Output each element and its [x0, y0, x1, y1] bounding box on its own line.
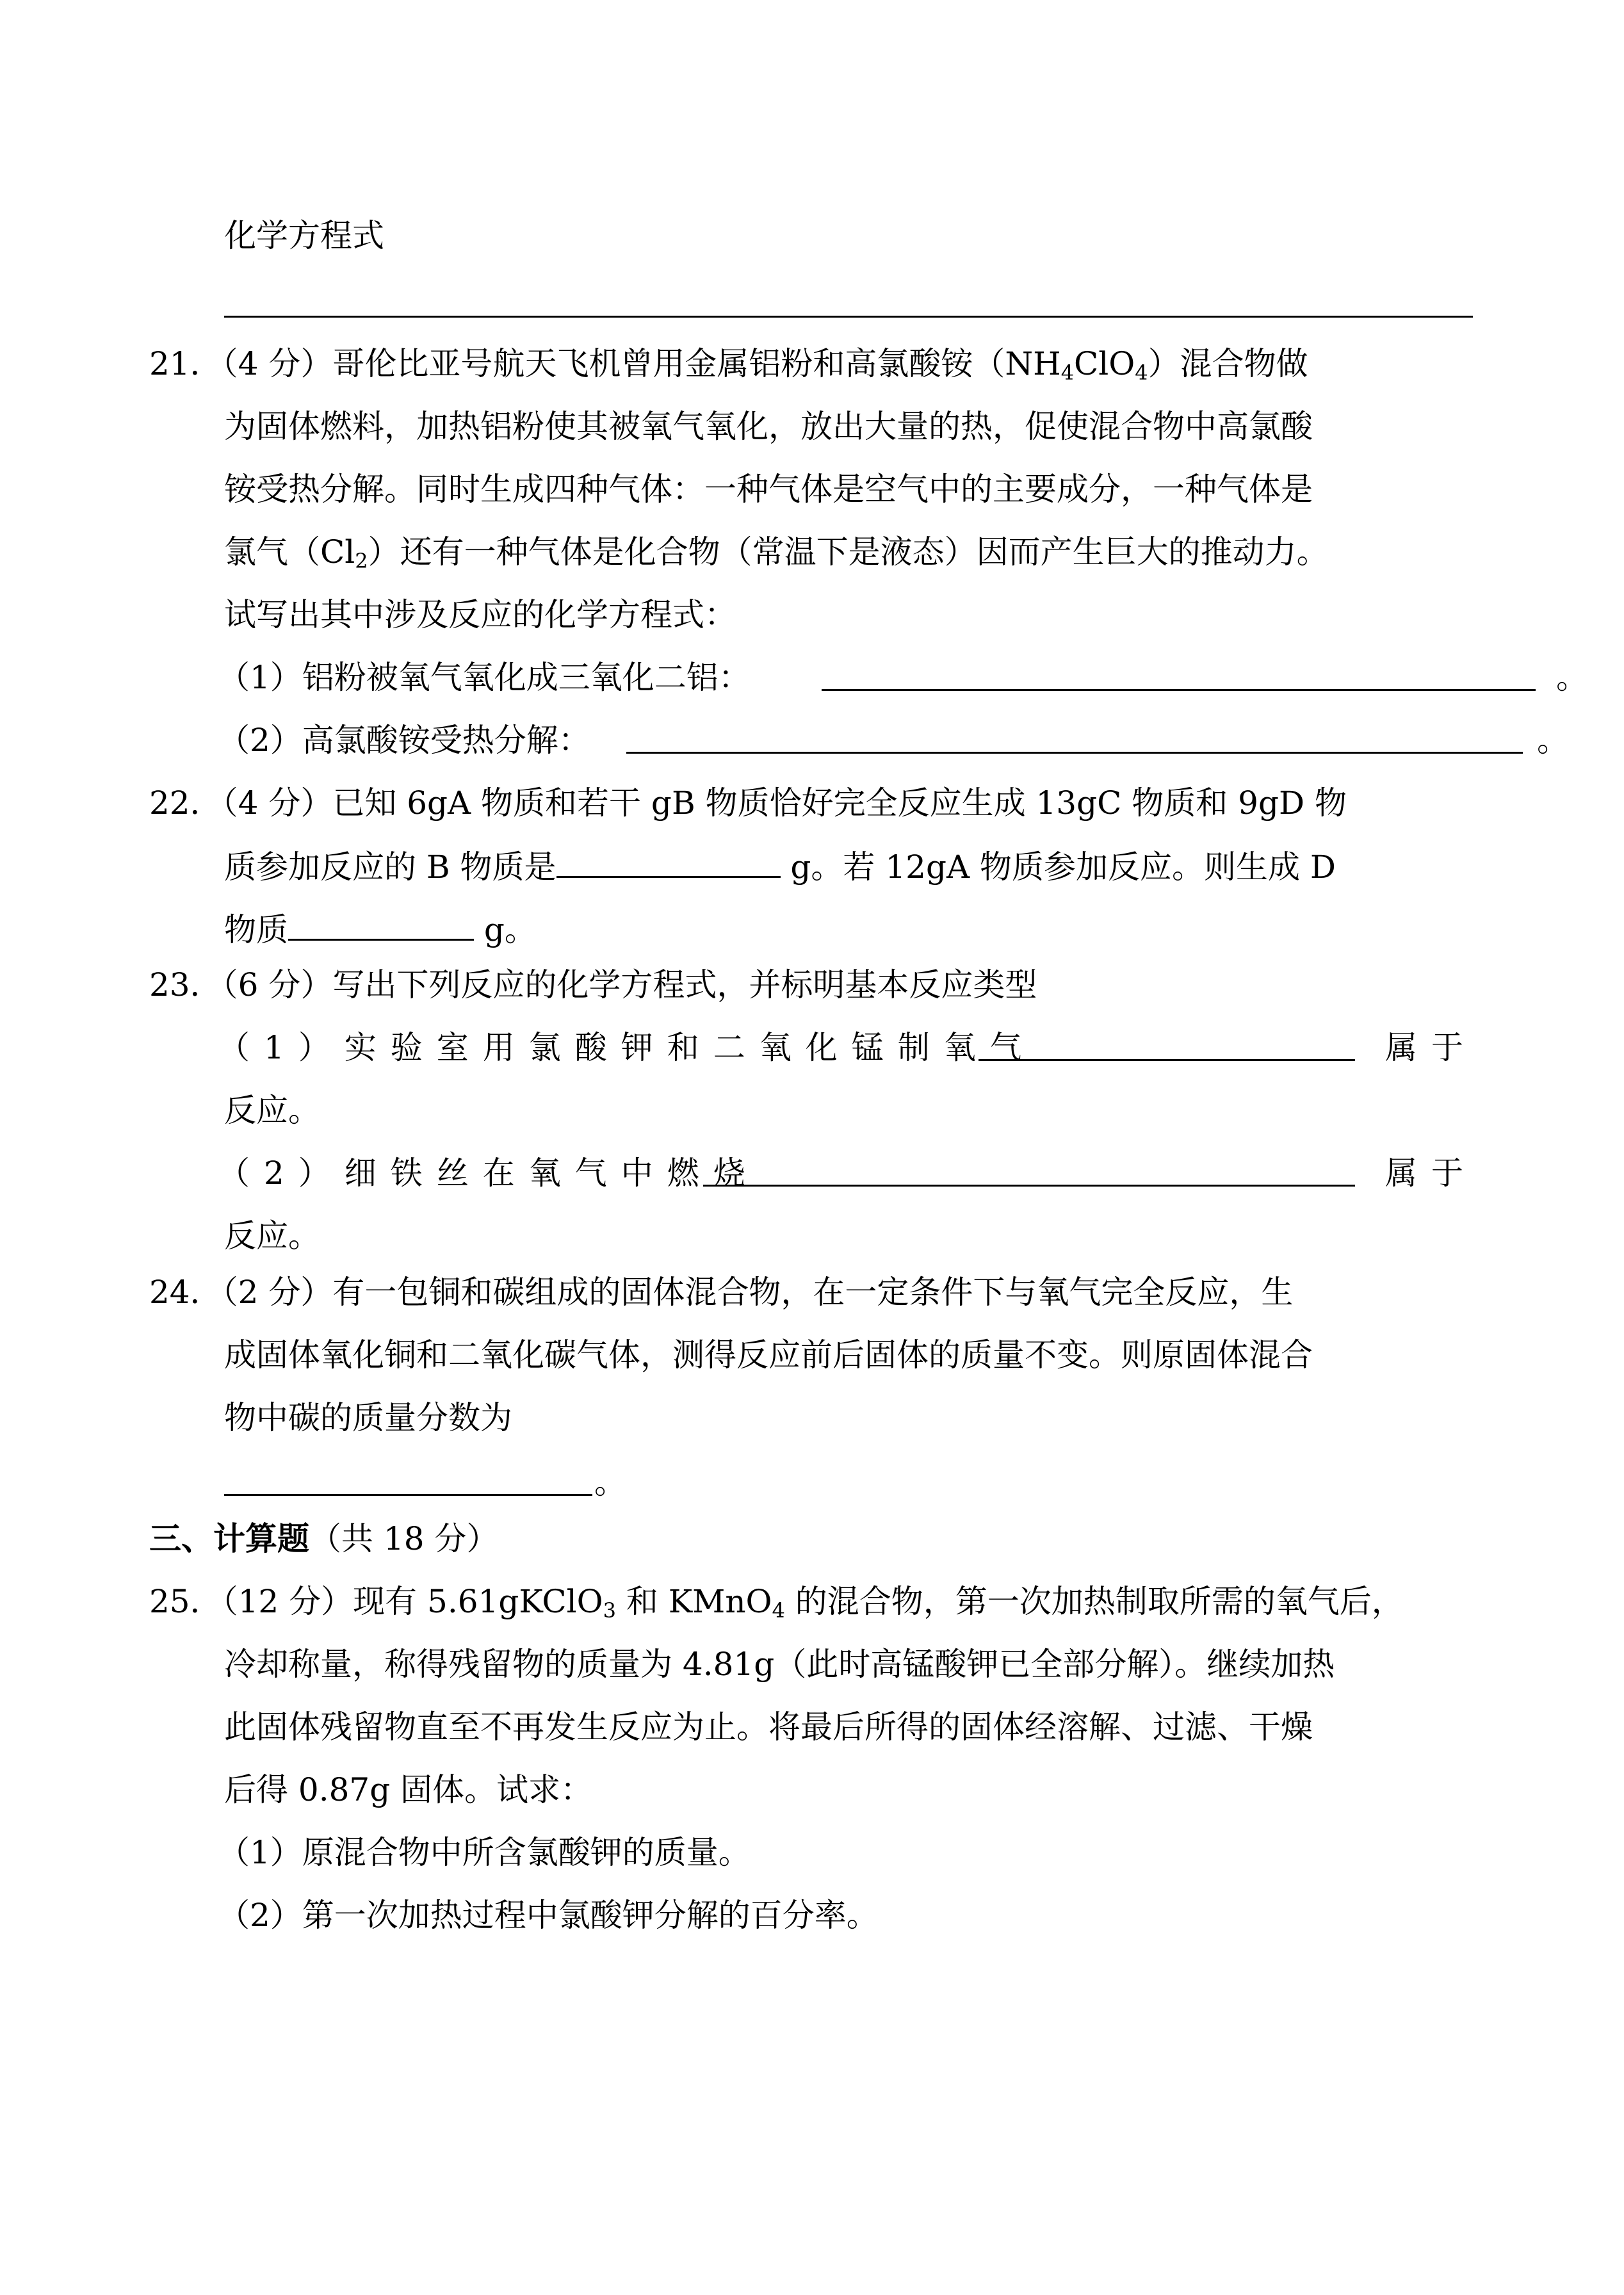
question-text: （4 分）哥伦比亚号航天飞机曾用金属铝粉和高氯酸铵（NH — [222, 345, 1061, 382]
answer-blank[interactable] — [626, 752, 1523, 754]
answer-blank[interactable] — [822, 689, 1536, 691]
answer-line — [224, 316, 1473, 318]
sub-question: （1）铝粉被氧气氧化成三氧化二铝： — [218, 659, 751, 696]
question-text: 氯气（Cl — [224, 533, 355, 571]
answer-blank[interactable] — [224, 1494, 592, 1496]
question-text: 铵受热分解。同时生成四种气体：一种气体是空气中的主要成分，一种气体是 — [224, 471, 1313, 508]
question-text: 物质 — [224, 911, 288, 948]
equation-label: 化学方程式 — [224, 217, 384, 254]
period: 。 — [1537, 722, 1569, 759]
answer-blank[interactable] — [556, 847, 781, 878]
reaction-type-suffix: 反应。 — [224, 1092, 320, 1129]
question-text: 冷却称量，称得残留物的质量为 4.81g（此时高锰酸钾已全部分解）。继续加热 — [224, 1646, 1335, 1683]
question-text: 成固体氧化铜和二氧化碳气体，测得反应前后固体的质量不变。则原固体混合 — [224, 1336, 1313, 1374]
sub-question: （2）细铁丝在氧气中燃烧 — [218, 1155, 759, 1192]
question-text: ）还有一种气体是化合物（常温下是液态）因而产生巨大的推动力。 — [368, 533, 1329, 571]
period: 。 — [1556, 659, 1588, 696]
question-text: 物中碳的质量分数为 — [224, 1399, 512, 1436]
section-title: 三、计算题 — [149, 1520, 309, 1557]
section-heading — [149, 1520, 498, 1558]
question-text: 的混合物，第一次加热制取所需的氧气后， — [784, 1583, 1404, 1620]
question-text — [224, 909, 537, 948]
sub-question: （2）第一次加热过程中氯酸钾分解的百分率。 — [218, 1897, 879, 1934]
question-25 — [149, 1582, 1404, 1621]
question-22 — [149, 784, 1347, 822]
answer-blank[interactable] — [978, 1059, 1355, 1061]
answer-blank[interactable] — [703, 1185, 1355, 1187]
question-text: （12 分）现有 5.61gKClO — [222, 1583, 603, 1620]
question-text: （6 分）写出下列反应的化学方程式，并标明基本反应类型 — [222, 966, 1037, 1003]
question-text — [224, 533, 1329, 571]
sub-question: （2）高氯酸铵受热分解： — [218, 722, 590, 759]
question-number: 21． — [149, 345, 222, 382]
question-text — [224, 847, 1336, 885]
question-text: g。 — [474, 911, 537, 948]
subscript: 2 — [355, 549, 368, 573]
sub-question: （1）原混合物中所含氯酸钾的质量。 — [218, 1834, 751, 1871]
reaction-type-suffix: 反应。 — [224, 1217, 320, 1254]
answer-blank[interactable] — [288, 909, 474, 941]
question-text: g。若 12gA 物质参加反应。则生成 D — [780, 848, 1336, 886]
period: 。 — [594, 1464, 626, 1501]
question-text: 此固体残留物直至不再发生反应为止。将最后所得的固体经溶解、过滤、干燥 — [224, 1708, 1313, 1746]
subscript: 4 — [1060, 361, 1075, 385]
sub-question: （1）实验室用氯酸钾和二氧化锰制氧气 — [218, 1029, 1036, 1066]
question-21 — [149, 345, 1308, 383]
reaction-type-label: 属于 — [1385, 1155, 1477, 1192]
question-text: （2 分）有一包铜和碳组成的固体混合物，在一定条件下与氧气完全反应，生 — [222, 1274, 1294, 1311]
question-number: 22． — [149, 784, 222, 822]
question-number: 25． — [149, 1583, 222, 1620]
subscript: 4 — [772, 1598, 785, 1623]
question-text: 为固体燃料，加热铝粉使其被氧气氧化，放出大量的热，促使混合物中高氯酸 — [224, 408, 1313, 445]
question-24 — [149, 1273, 1293, 1311]
question-23 — [149, 966, 1037, 1004]
question-text: 和 KMnO — [615, 1583, 772, 1620]
question-text: ）混合物做 — [1148, 345, 1308, 382]
section-score: （共 18 分） — [309, 1520, 499, 1557]
subscript: 4 — [1135, 361, 1148, 385]
question-number: 23． — [149, 966, 222, 1003]
question-text: 后得 0.87g 固体。试求： — [224, 1771, 593, 1808]
subscript: 3 — [603, 1598, 616, 1623]
question-text: 试写出其中涉及反应的化学方程式： — [224, 596, 736, 633]
reaction-type-label: 属于 — [1385, 1029, 1477, 1066]
question-text: （4 分）已知 6gA 物质和若干 gB 物质恰好完全反应生成 13gC 物质和 9gD 物 — [222, 784, 1347, 822]
question-number: 24． — [149, 1274, 222, 1311]
question-text: ClO — [1074, 345, 1135, 382]
question-text: 质参加反应的 B 物质是 — [224, 848, 556, 886]
